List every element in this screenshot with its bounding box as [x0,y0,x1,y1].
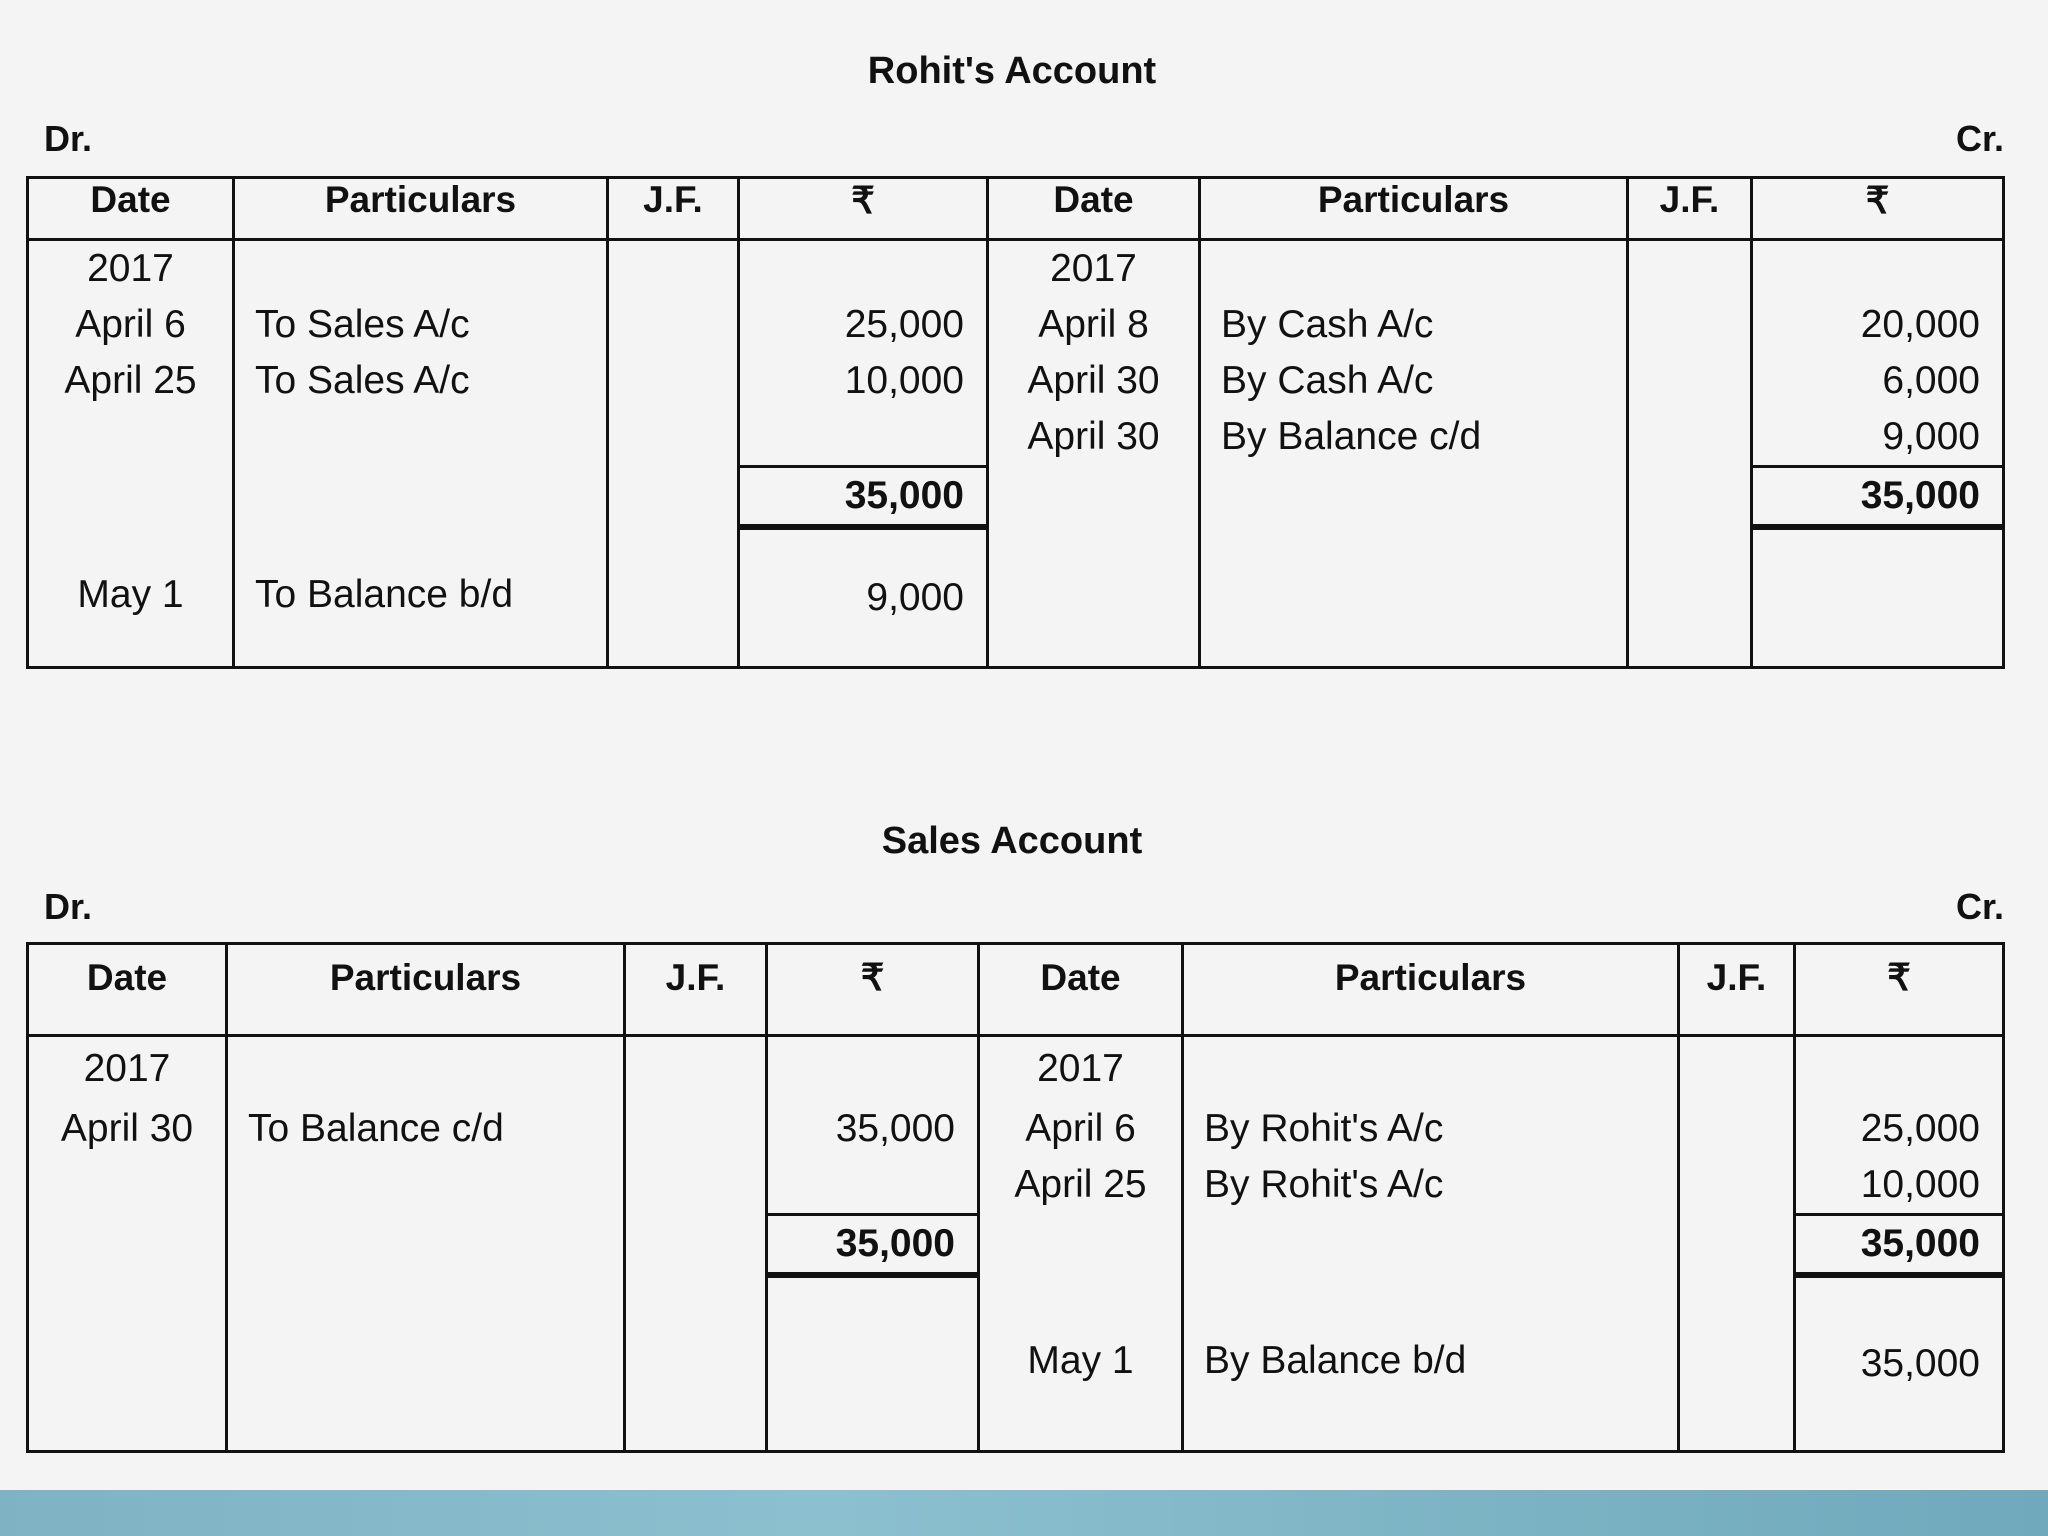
sales-header-dr-particulars: Particulars [227,944,625,1036]
table-row [28,1157,2004,1215]
table-row [28,1101,2004,1157]
sales-header-cr-jf: J.F. [1679,944,1795,1036]
rohit-bd-date: May 1 [28,527,234,668]
rohit-header-cr-amount: ₹ [1752,178,2004,240]
rohit-account-table [26,176,2005,669]
sales-header-dr-date: Date [28,944,227,1036]
rohit-dr-label: Dr. [44,118,93,159]
rohit-header-dr-jf: J.F. [608,178,739,240]
entry-date: April 6 [28,297,234,353]
entry-amount: 25,000 [1795,1101,2004,1157]
rohit-header-dr-amount: ₹ [739,178,988,240]
entry-date: April 8 [988,297,1200,353]
rohit-header-dr-particulars: Particulars [234,178,608,240]
table-row [28,353,2004,409]
sales-header-cr-date: Date [979,944,1183,1036]
entry-amount: 35,000 [767,1101,979,1157]
entry-date: April 6 [979,1101,1183,1157]
rohit-balance-row [28,527,2004,668]
rohit-header-cr-date: Date [988,178,1200,240]
entry-date: April 30 [28,1101,227,1157]
sales-header-row [28,944,2004,1036]
rohit-cr-label: Cr. [1955,118,2004,159]
rohit-account-title: Rohit's Account [867,50,1157,92]
rohit-header-cr-jf: J.F. [1628,178,1752,240]
sales-header-cr-amount: ₹ [1795,944,2004,1036]
entry-particulars: To Balance c/d [227,1101,625,1157]
table-row [28,409,2004,467]
entry-particulars: By Cash A/c [1200,353,1628,409]
rohit-bd-amount: 9,000 [739,527,988,668]
sales-cr-year: 2017 [979,1036,1183,1102]
sales-header-dr-amount: ₹ [767,944,979,1036]
entry-amount: 9,000 [1752,409,2004,467]
sales-bd-particulars: By Balance b/d [1183,1275,1679,1452]
sales-balance-row [28,1275,2004,1452]
sales-dr-label: Dr. [44,886,93,927]
entry-particulars: By Rohit's A/c [1183,1157,1679,1215]
rohit-header-row [28,178,2004,240]
entry-amount: 6,000 [1752,353,2004,409]
rohit-header-cr-particulars: Particulars [1200,178,1628,240]
entry-particulars: By Balance c/d [1200,409,1628,467]
rohit-cr-year: 2017 [988,240,1200,298]
rohit-dr-total: 35,000 [739,467,988,528]
sales-bd-date: May 1 [979,1275,1183,1452]
sales-cr-label: Cr. [1955,886,2004,927]
rohit-header-dr-date: Date [28,178,234,240]
sales-header-cr-particulars: Particulars [1183,944,1679,1036]
sales-account-title: Sales Account [881,820,1143,862]
sales-dr-year: 2017 [28,1036,227,1102]
table-row [28,297,2004,353]
rohit-bd-particulars: To Balance b/d [234,527,608,668]
sales-year-row [28,1036,2004,1102]
rohit-year-row [28,240,2004,298]
entry-particulars: To Sales A/c [234,353,608,409]
sales-header-dr-jf: J.F. [625,944,767,1036]
entry-amount: 10,000 [1795,1157,2004,1215]
sales-bd-amount: 35,000 [1795,1275,2004,1452]
entry-particulars: By Cash A/c [1200,297,1628,353]
entry-amount: 20,000 [1752,297,2004,353]
rohit-cr-total: 35,000 [1752,467,2004,528]
entry-particulars: To Sales A/c [234,297,608,353]
entry-particulars: By Rohit's A/c [1183,1101,1679,1157]
rohit-total-row [28,467,2004,528]
entry-date: April 25 [979,1157,1183,1215]
entry-amount: 10,000 [739,353,988,409]
entry-date: April 25 [28,353,234,409]
sales-account-table [26,942,2005,1453]
sales-dr-total: 35,000 [767,1215,979,1276]
footer-band [0,1490,2048,1536]
entry-amount: 25,000 [739,297,988,353]
sales-total-row [28,1215,2004,1276]
rohit-dr-year: 2017 [28,240,234,298]
sales-cr-total: 35,000 [1795,1215,2004,1276]
entry-date: April 30 [988,353,1200,409]
entry-date: April 30 [988,409,1200,467]
